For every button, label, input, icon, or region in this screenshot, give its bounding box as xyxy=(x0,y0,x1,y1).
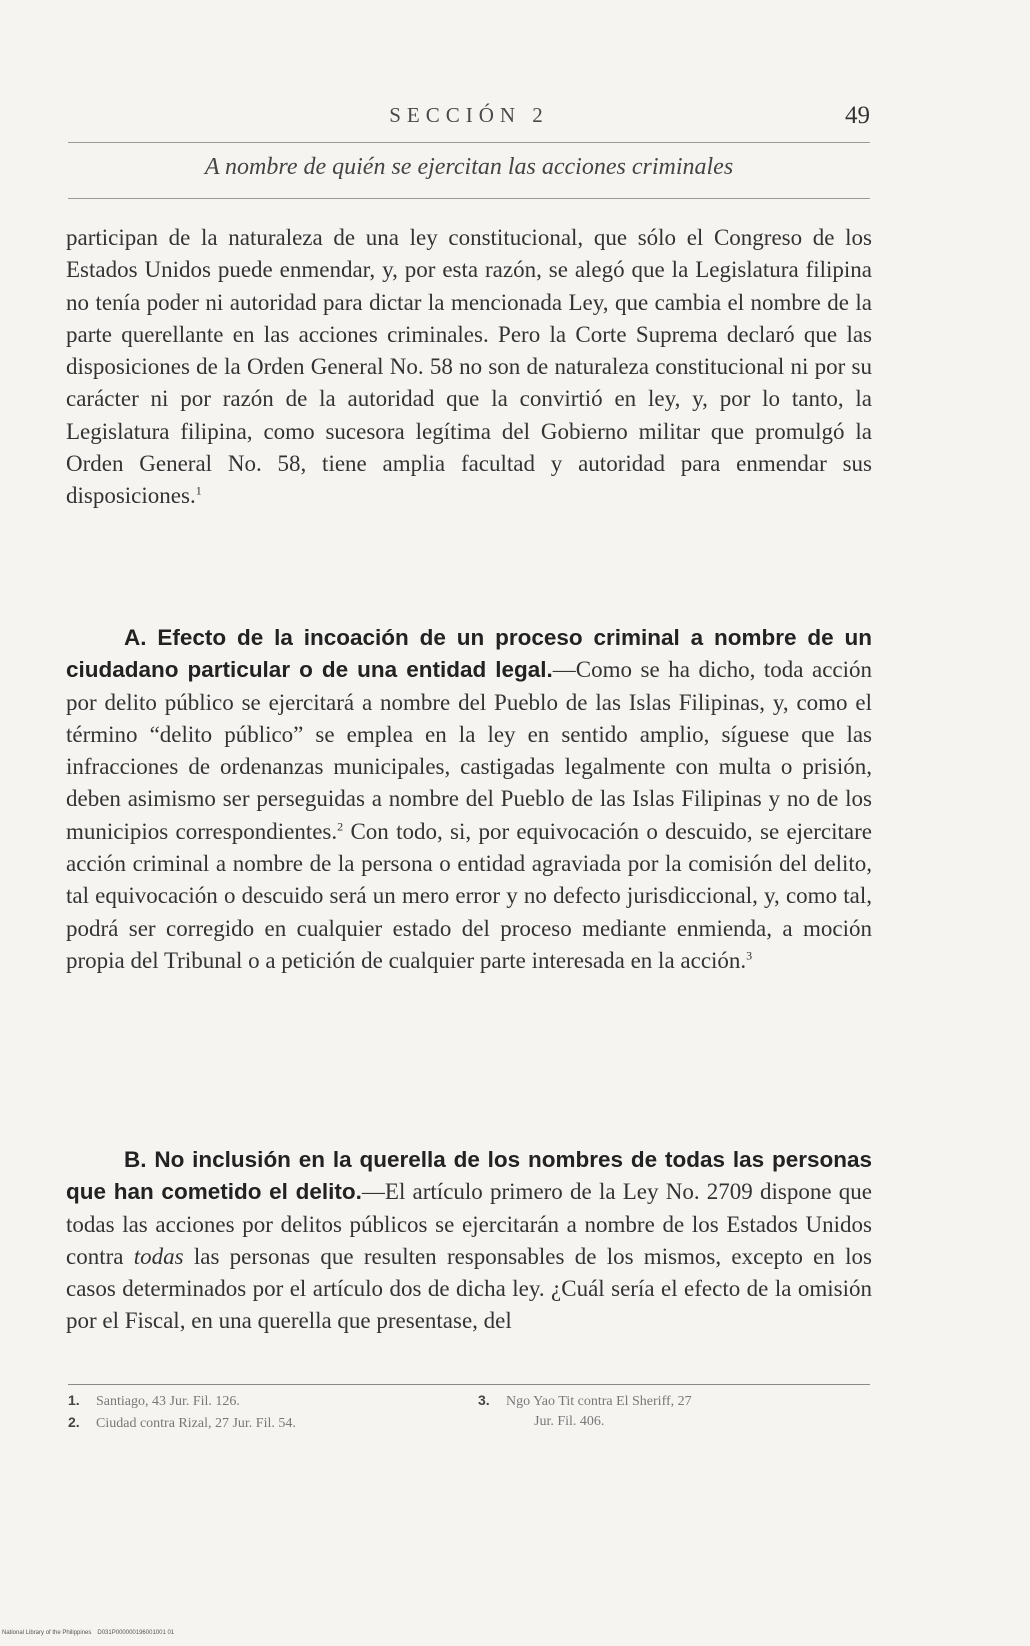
document-code: D031P000000196001001 01 xyxy=(97,1630,175,1636)
footnote-item xyxy=(68,1390,296,1412)
header-rule-bottom xyxy=(68,198,870,199)
footnote-text: Santiago, 43 Jur. Fil. 126. xyxy=(96,1394,240,1409)
footnotes-left-column xyxy=(68,1390,296,1434)
section-a-text-1: —Como se ha dicho, toda acción por delito público se ejercitará a nombre del Pueblo de las Islas Filipinas, y, como el término “delito público” se emplea en la ley en sentido amplio, síguese que las infracciones de ordenanzas municipales, castigadas legalmente con multa o prisión, deben asimismo ser perseguidas a nombre del Pueblo de las Islas Filipinas y no de los municipios correspondientes. xyxy=(66,657,872,844)
footnote-text: Ciudad contra Rizal, 27 Jur. Fil. 54. xyxy=(96,1416,296,1431)
section-a-text-2: Con todo, si, por equivocación o descuido, se ejercitare acción criminal a nombre de la persona o entidad agraviada por la comisión del delito, tal equivocación o descuido será un mero error y no defecto jurisdiccional, y, como tal, podrá ser corregido en cualquier estado del proceso mediante enmienda, a moción propia del Tribunal o a petición de cualquier parte interesada en la acción. xyxy=(66,818,872,973)
footnote-rule xyxy=(68,1384,870,1385)
library-name: National Library of the Philippines xyxy=(2,1630,92,1636)
page-number: 49 xyxy=(845,102,870,129)
footnote-item xyxy=(478,1390,692,1432)
footnote-ref: 3 xyxy=(746,948,753,963)
running-head xyxy=(68,103,870,139)
library-credit xyxy=(2,1630,180,1636)
footnote-number: 2. xyxy=(68,1414,80,1430)
footnote-number: 1. xyxy=(68,1392,80,1408)
footnote-text-continuation: Jur. Fil. 406. xyxy=(534,1414,605,1429)
section-b xyxy=(66,1144,872,1338)
section-label: SECCIÓN 2 xyxy=(389,103,549,127)
footnote-ref: 1 xyxy=(195,483,202,498)
paragraph-text: participan de la naturaleza de una ley constitucional, que sólo el Congreso de los Estados Unidos puede enmendar, y, por esta razón, se alegó que la Legislatura filipina no tenía poder ni autoridad para dictar la mencionada Ley, que cambia el nombre de la parte querellante en las acciones criminales. Pero la Corte Suprema declaró que las disposiciones de la Orden General No. 58 no son de naturaleza constitucional ni por su carácter ni por razón de la autoridad que la convirtió en ley, y, por lo tanto, la Legislatura filipina, como sucesora legítima del Gobierno militar que promulgó la Orden General No. 58, tiene amplia facultad y autoridad para enmendar sus disposiciones. xyxy=(66,225,872,509)
footnotes-right-column xyxy=(478,1390,692,1432)
footnote-item xyxy=(68,1412,296,1434)
footnote-text: Ngo Yao Tit contra El Sheriff, 27 xyxy=(506,1394,692,1409)
section-a-heading: A. Efecto de la incoación de un proceso criminal a nombre de un ciudadano particular o de una entidad legal. xyxy=(66,625,872,683)
header-rule-top xyxy=(68,142,870,143)
paragraph-continuation xyxy=(66,222,872,513)
chapter-subtitle: A nombre de quién se ejercitan las acciones criminales xyxy=(204,154,734,180)
section-a xyxy=(66,622,872,977)
section-b-emphasis: todas xyxy=(133,1243,184,1269)
section-b-text-2: las personas que resulten responsables de los mismos, excepto en los casos determinados por el artículo dos de dicha ley. ¿Cuál sería el efecto de la omisión por el Fiscal, en una querella que presentase, del xyxy=(66,1243,872,1334)
section-b-heading: B. No inclusión en la querella de los nombres de todas las personas que han cometido el delito. xyxy=(66,1147,872,1205)
footnote-ref: 2 xyxy=(337,819,344,834)
section-b-text-1: —El artículo primero de la Ley No. 2709 dispone que todas las acciones por delitos públicos se ejercitarán a nombre de los Estados Unidos contra xyxy=(66,1179,872,1269)
footnote-number: 3. xyxy=(478,1392,490,1408)
